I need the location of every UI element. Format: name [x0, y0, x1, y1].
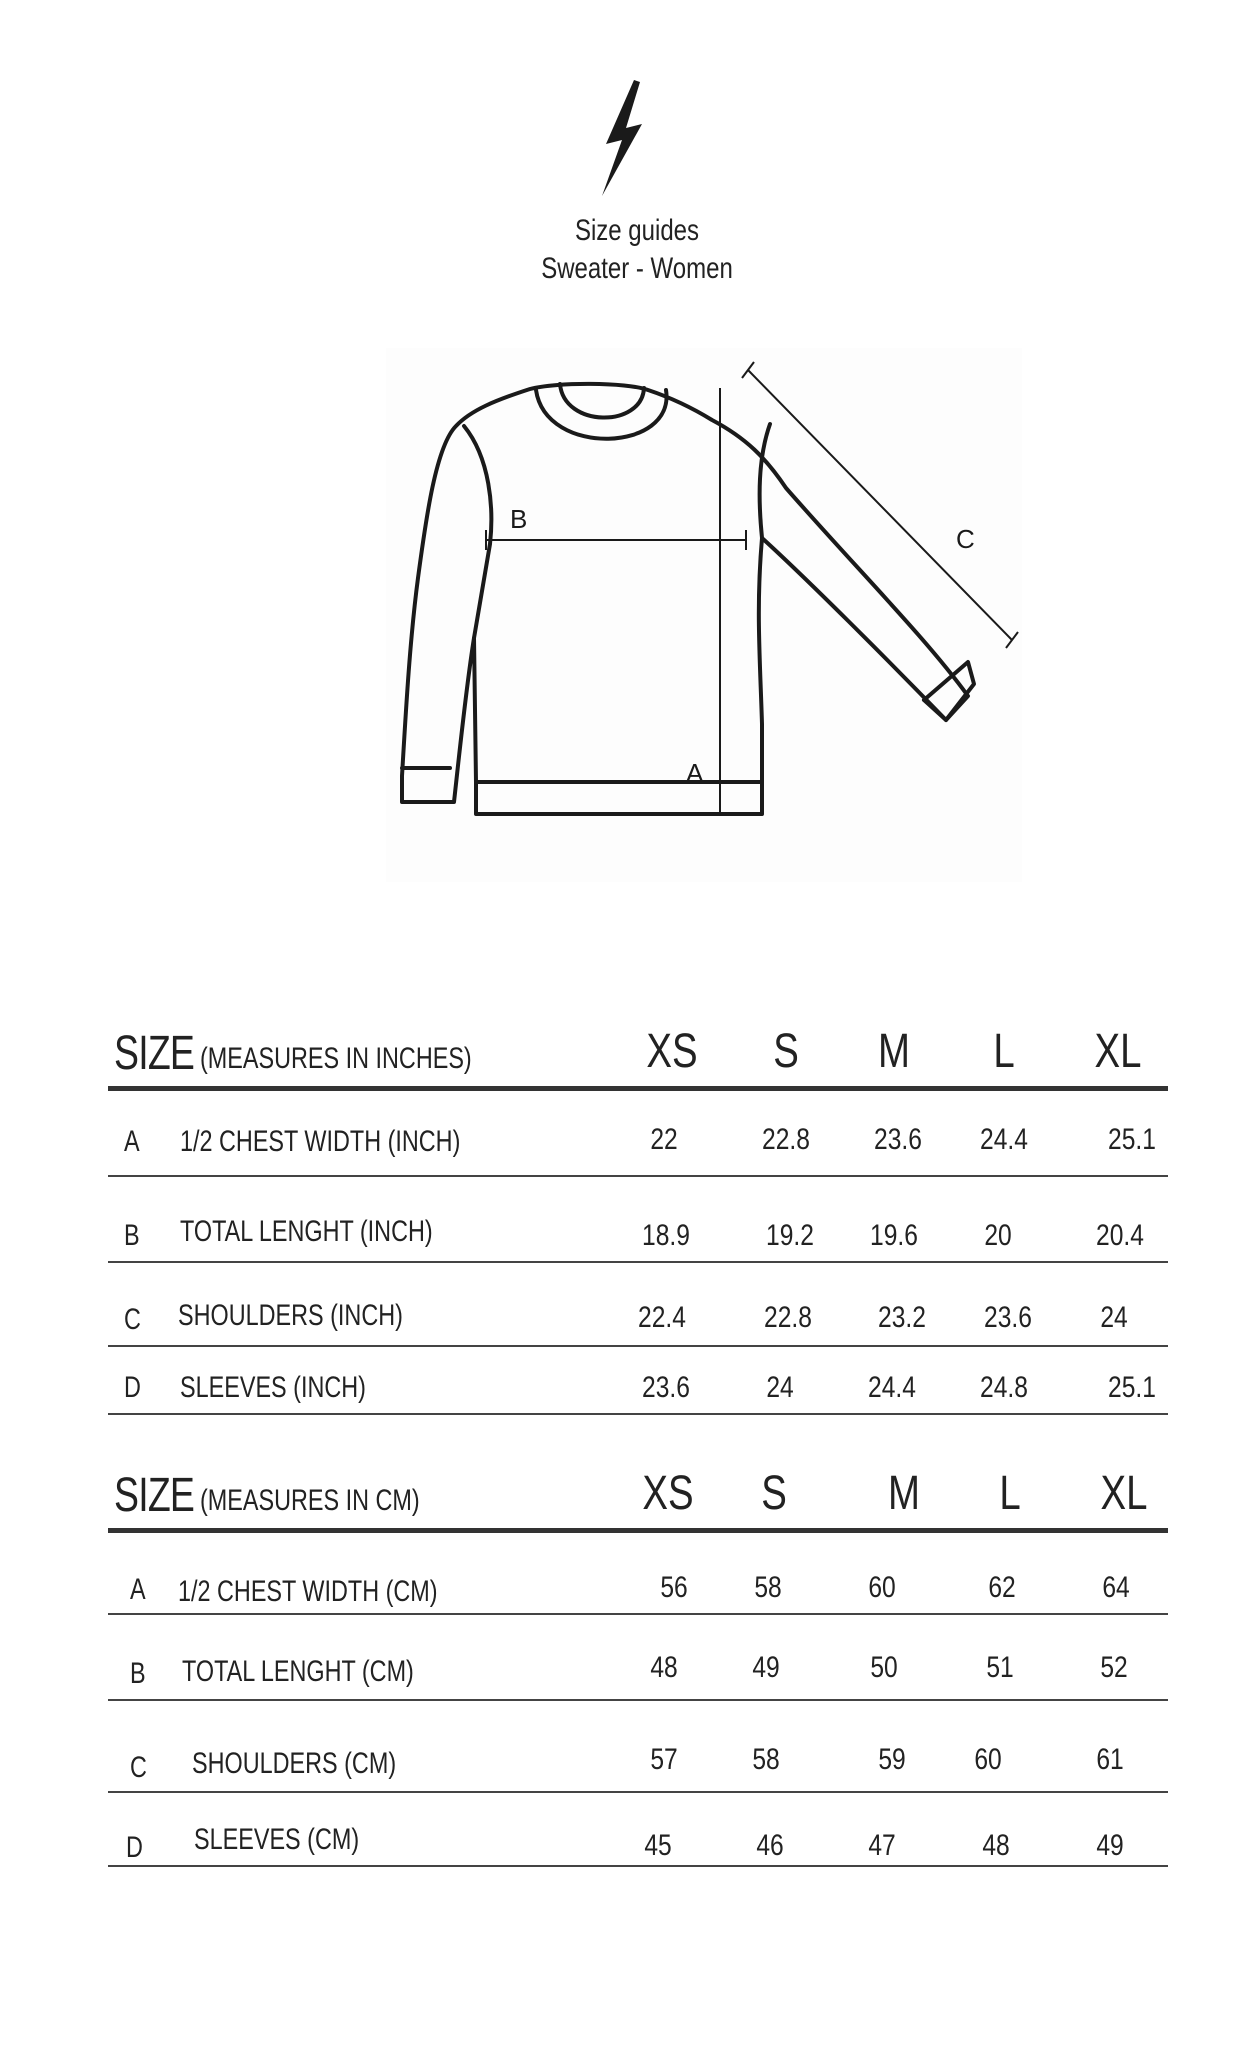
- row-name: SLEEVES (CM): [194, 1823, 360, 1856]
- value-s: 22.8: [764, 1301, 812, 1334]
- value-xl: 61: [1096, 1743, 1124, 1776]
- row-name: 1/2 CHEST WIDTH (INCH): [180, 1125, 461, 1158]
- value-s: 22.8: [762, 1123, 810, 1156]
- table-row: [108, 1793, 1168, 1867]
- value-l: 51: [986, 1651, 1014, 1684]
- table-header: [108, 1462, 1168, 1533]
- value-l: 62: [988, 1571, 1016, 1604]
- value-m: 59: [878, 1743, 906, 1776]
- value-xs: 56: [660, 1571, 688, 1604]
- sweater-diagram: [386, 348, 1022, 882]
- size-heading: SIZE: [114, 1027, 195, 1080]
- value-xl: 25.1: [1108, 1123, 1156, 1156]
- row-letter: C: [124, 1303, 141, 1336]
- value-m: 47: [868, 1829, 896, 1862]
- size-col-l: L: [999, 1467, 1021, 1520]
- size-col-xl: XL: [1100, 1467, 1148, 1520]
- value-xl: 49: [1096, 1829, 1124, 1862]
- value-xs: 18.9: [642, 1219, 690, 1252]
- value-xs: 45: [644, 1829, 672, 1862]
- measure-unit-note: (MEASURES IN INCHES): [200, 1042, 472, 1075]
- size-col-xs: XS: [642, 1467, 694, 1520]
- value-xl: 20.4: [1096, 1219, 1144, 1252]
- row-letter: D: [126, 1831, 143, 1864]
- value-xl: 25.1: [1108, 1371, 1156, 1404]
- value-xs: 22: [650, 1123, 678, 1156]
- size-col-s: S: [761, 1467, 787, 1520]
- value-xs: 23.6: [642, 1371, 690, 1404]
- row-name: TOTAL LENGHT (INCH): [180, 1215, 433, 1248]
- value-m: 23.6: [874, 1123, 922, 1156]
- row-name: SLEEVES (INCH): [180, 1371, 366, 1404]
- value-m: 19.6: [870, 1219, 918, 1252]
- size-table-inches: [108, 1020, 1168, 1415]
- table-header: [108, 1020, 1168, 1091]
- table-row: [108, 1347, 1168, 1415]
- row-letter: B: [124, 1219, 140, 1252]
- measure-label-b: B: [510, 504, 528, 534]
- value-l: 20: [984, 1219, 1012, 1252]
- row-name: 1/2 CHEST WIDTH (CM): [178, 1575, 438, 1608]
- table-row: [108, 1091, 1168, 1177]
- value-l: 24.4: [980, 1123, 1028, 1156]
- value-xl: 52: [1100, 1651, 1128, 1684]
- value-m: 23.2: [878, 1301, 926, 1334]
- value-l: 24.8: [980, 1371, 1028, 1404]
- size-heading: SIZE: [114, 1469, 195, 1522]
- page-title: Size guides: [574, 214, 700, 247]
- page-subtitle: Sweater - Women: [541, 252, 733, 285]
- value-xl: 64: [1102, 1571, 1130, 1604]
- row-name: TOTAL LENGHT (CM): [182, 1655, 414, 1688]
- table-row: [108, 1533, 1168, 1615]
- value-s: 58: [752, 1743, 780, 1776]
- size-col-xs: XS: [646, 1025, 698, 1078]
- brand-logo: [592, 78, 652, 205]
- row-letter: A: [130, 1573, 146, 1606]
- measure-label-a: A: [686, 758, 704, 788]
- table-row: [108, 1615, 1168, 1701]
- size-col-s: S: [773, 1025, 799, 1078]
- size-col-xl: XL: [1094, 1025, 1142, 1078]
- value-s: 46: [756, 1829, 784, 1862]
- row-letter: C: [130, 1751, 147, 1784]
- row-letter: D: [124, 1371, 141, 1404]
- table-row: [108, 1701, 1168, 1793]
- value-s: 19.2: [766, 1219, 814, 1252]
- measure-unit-note: (MEASURES IN CM): [200, 1484, 420, 1517]
- value-l: 60: [974, 1743, 1002, 1776]
- value-m: 50: [870, 1651, 898, 1684]
- lightning-bolt-icon: [592, 78, 652, 200]
- size-table-cm: [108, 1462, 1168, 1867]
- row-name: SHOULDERS (CM): [192, 1747, 397, 1780]
- table-row: [108, 1177, 1168, 1263]
- table-row: [108, 1263, 1168, 1347]
- value-xs: 22.4: [638, 1301, 686, 1334]
- value-xl: 24: [1100, 1301, 1128, 1334]
- value-m: 24.4: [868, 1371, 916, 1404]
- row-name: SHOULDERS (INCH): [178, 1299, 403, 1332]
- value-m: 60: [868, 1571, 896, 1604]
- value-xs: 57: [650, 1743, 678, 1776]
- value-l: 48: [982, 1829, 1010, 1862]
- size-col-m: M: [878, 1025, 910, 1078]
- value-s: 49: [752, 1651, 780, 1684]
- value-s: 58: [754, 1571, 782, 1604]
- size-col-m: M: [888, 1467, 920, 1520]
- row-letter: A: [124, 1125, 140, 1158]
- value-l: 23.6: [984, 1301, 1032, 1334]
- size-col-l: L: [993, 1025, 1015, 1078]
- value-xs: 48: [650, 1651, 678, 1684]
- value-s: 24: [766, 1371, 794, 1404]
- row-letter: B: [130, 1657, 146, 1690]
- measure-label-c: C: [956, 524, 975, 554]
